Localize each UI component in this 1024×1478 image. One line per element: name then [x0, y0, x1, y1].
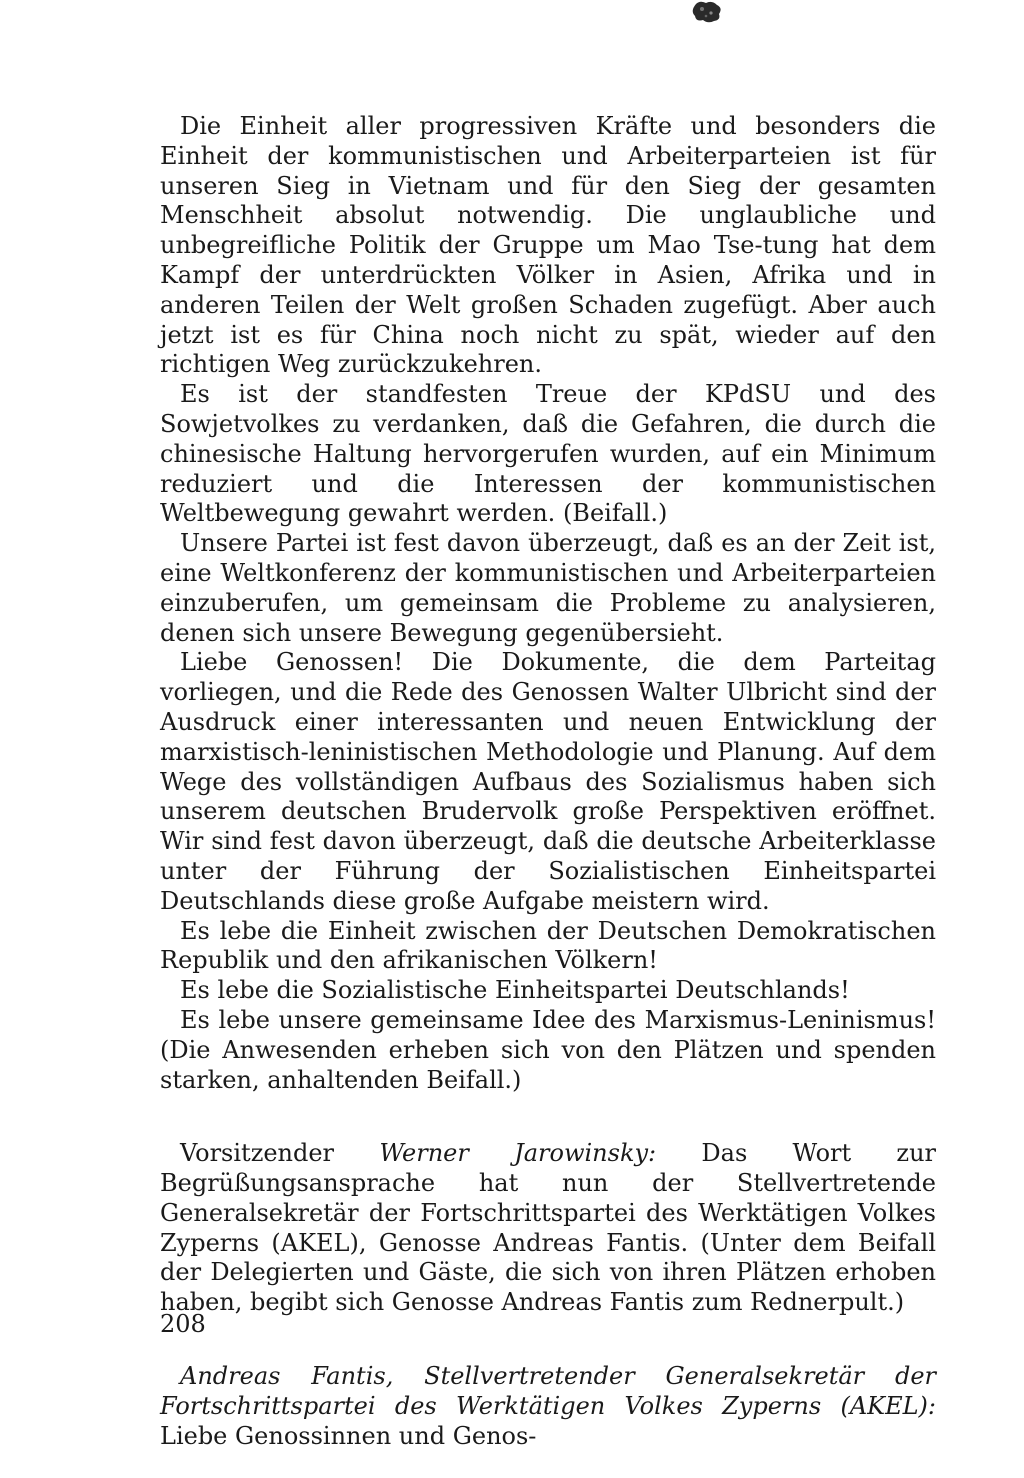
page-number: 208 [160, 1310, 206, 1338]
chair-prefix: Vorsitzender [180, 1139, 380, 1168]
paragraph: Liebe Genossen! Die Dokumente, die dem Parteitag vorliegen, und die Rede des Genossen Walter Ulbricht sind der Ausdruck einer interessanten und neuen Entwicklung der marxistisch-leninistischen Methodologie und Planung. Auf dem Wege des vollständigen Aufbaus des Sozialismus haben sich unserem deutschen Brudervolk große Perspektiven eröffnet. Wir sind fest davon überzeugt, daß die deutsche Arbeiterklasse unter der Führung der Sozialistischen Einheitspartei Deutschlands diese große Aufgabe meistern wird. [160, 648, 936, 915]
ink-blot-mark [690, 0, 724, 24]
paragraph: Es lebe die Sozialistische Einheitspartei Deutschlands! [180, 976, 850, 1005]
paragraph: Es ist der standfesten Treue der KPdSU und des Sowjetvolkes zu verdanken, daß die Gefahren, die durch die chinesische Haltung hervorgerufen wurden, auf ein Minimum reduziert und die Interessen der kommunistischen Weltbewegung gewahrt werden. (Beifall.) [160, 380, 936, 528]
paragraph: Es lebe die Einheit zwischen der Deutschen Demokratischen Republik und den afrikanischen Völkern! [160, 916, 936, 975]
paragraph: Es lebe unsere gemeinsame Idee des Marxismus-Leninismus! (Die Anwesenden erheben sich von den Plätzen und spenden starken, anhaltenden Beifall.) [160, 1005, 936, 1094]
chair-statement [160, 1139, 936, 1318]
speaker-text: Liebe Genossinnen und Genos- [160, 1421, 537, 1450]
chair-name: Werner Jarowinsky: [379, 1139, 657, 1168]
paragraph: Unsere Partei ist fest davon überzeugt, daß es an der Zeit ist, eine Weltkonferenz der kommunistischen und Arbeiterparteien einzuberufen, um gemeinsam die Probleme zu analysieren, denen sich unsere Bewegung gegenübersieht. [160, 529, 936, 647]
page-body [160, 112, 936, 1451]
speaker-name: Andreas Fantis, Stellvertretender Generalsekretär der Fortschrittspartei des Werktätigen Volkes Zyperns (AKEL): [160, 1362, 936, 1420]
paragraph: Die Einheit aller progressiven Kräfte und besonders die Einheit der kommunistischen und Arbeiterparteien ist für unseren Sieg in Vietnam und für den Sieg der gesamten Menschheit absolut notwendig. Die unglaubliche und unbegreifliche Politik der Gruppe um Mao Tse-tung hat dem Kampf der unterdrückten Völker in Asien, Afrika und in anderen Teilen der Welt großen Schaden zugefügt. Aber auch jetzt ist es für China noch nicht zu spät, wieder auf den richtigen Weg zurückzukehren. [160, 112, 936, 379]
next-speaker [160, 1362, 936, 1451]
chair-text: Das Wort zur Begrüßungsansprache hat nun der Stellvertretende Generalsekretär der Fortschrittspartei des Werktätigen Volkes Zyperns (AKEL), Genosse Andreas Fantis. (Unter dem Beifall der Delegierten und Gäste, die sich von ihren Plätzen erhoben haben, begibt sich Genosse Andreas Fantis zum Rednerpult.) [160, 1139, 936, 1317]
